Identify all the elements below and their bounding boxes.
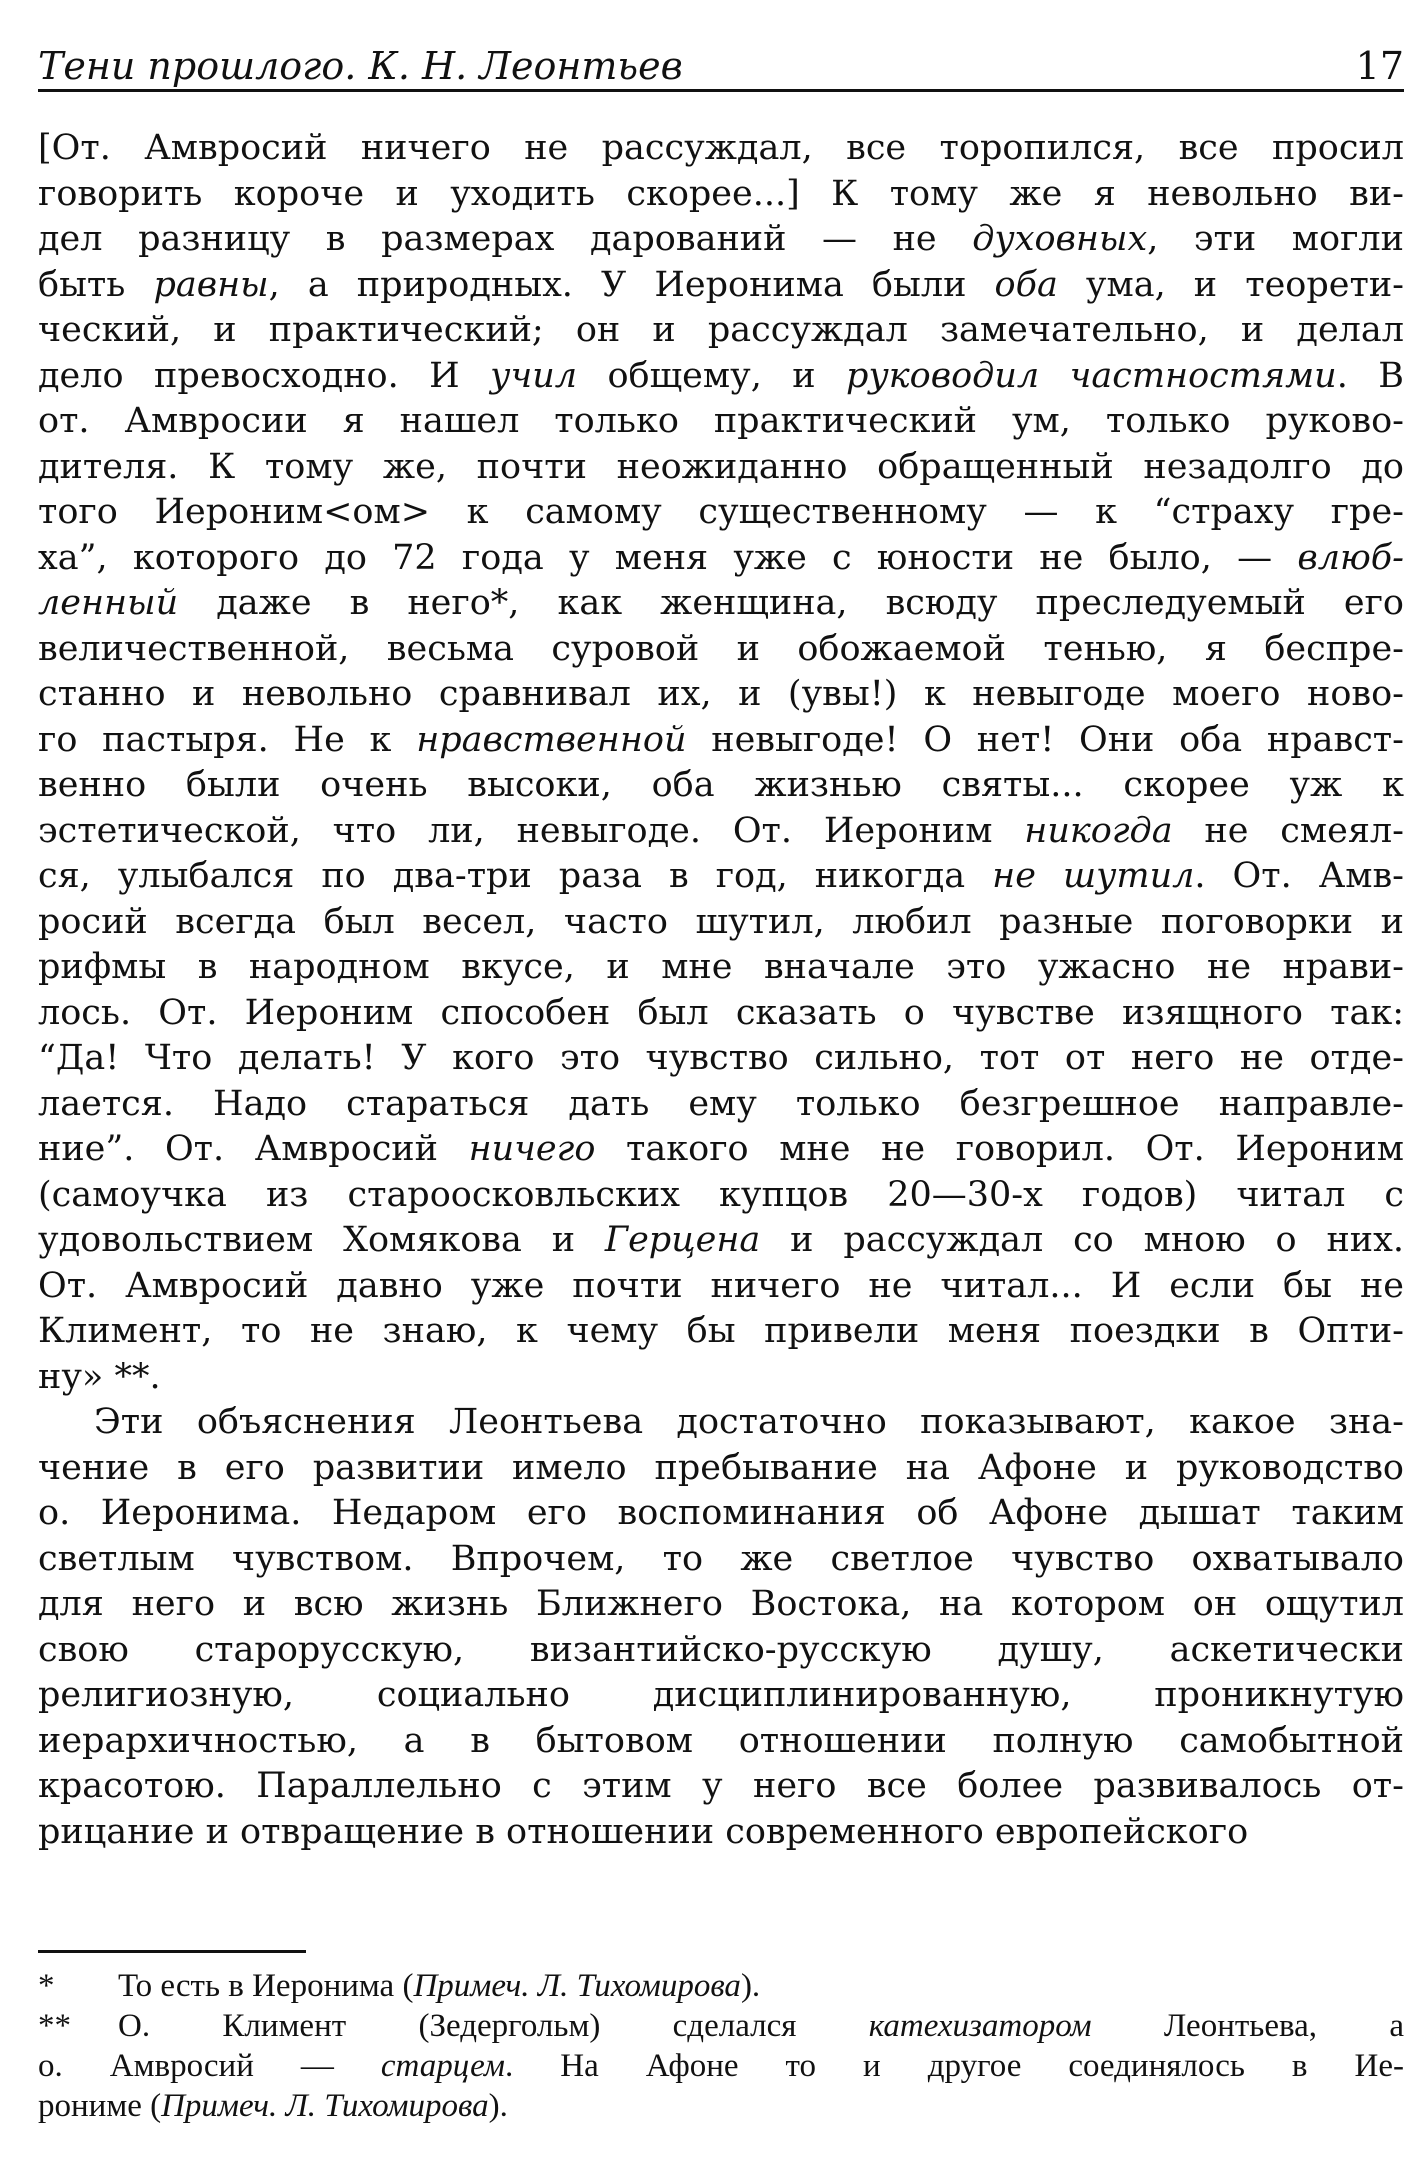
text-run: рониме (: [38, 2088, 162, 2124]
running-title: Тени прошлого. К. Н. Леонтьев: [38, 44, 683, 88]
emphasis: оба: [994, 264, 1058, 305]
text-line: [38, 991, 1404, 1037]
text-run: не смеял-: [1172, 810, 1404, 851]
text-run: То есть в Иеронима (: [118, 1968, 414, 2004]
text-run: [От. Амвросий ничего не рассуждал, все торопился, все просил: [38, 128, 1404, 168]
text-line: [38, 399, 1404, 445]
emphasis: Примеч. Л. Тихомирова: [413, 1968, 741, 2004]
text-line: [38, 945, 1404, 991]
text-line: [38, 1218, 1404, 1264]
text-run: Климент, то не знаю, к чему бы привели меня поездки в Опти-: [38, 1311, 1404, 1351]
text-line: [38, 900, 1404, 946]
text-run: ).: [488, 2088, 508, 2124]
footnotes: [38, 1966, 1404, 2126]
text-run: “Да! Что делать! У кого это чувство сильно, тот от него не отде-: [38, 1038, 1404, 1078]
text-line: [38, 1173, 1404, 1219]
text-line: [38, 1491, 1404, 1537]
emphasis: катехизатором: [868, 2008, 1092, 2044]
text-run: даже в него*, как женщина, всюду преследуемый его: [178, 583, 1404, 623]
text-line: [38, 1628, 1404, 1674]
emphasis: ничего: [468, 1129, 596, 1169]
footnote-line: [38, 2086, 1404, 2126]
text-run: о. Иеронима. Недаром его воспоминания об Афоне дышат таким: [38, 1493, 1404, 1533]
text-line: [38, 1537, 1404, 1583]
emphasis: учил: [490, 355, 578, 396]
emphasis: старцем: [380, 2048, 505, 2084]
text-run: . В: [1336, 355, 1404, 396]
text-run: иерархичностью, а в бытовом отношении полную самобытной: [38, 1720, 1404, 1761]
text-run: общему, и: [577, 355, 847, 396]
text-run: дителя. К тому же, почти неожиданно обращенный незадолго до: [38, 446, 1404, 487]
text-line: [38, 263, 1404, 309]
text-run: величественной, весьма суровой и обожаемой тенью, я беспре-: [38, 628, 1404, 669]
text-run: (самоучка из староосковльских купцов 20—30-х годов) читал с: [38, 1174, 1404, 1215]
text-run: чение в его развитии имело пребывание на Афоне и руководство: [38, 1447, 1404, 1488]
footnote-line: [38, 2006, 1404, 2046]
text-run: для него и всю жизнь Ближнего Востока, на котором он ощутил: [38, 1584, 1404, 1624]
text-run: рицание и отвращение в отношении современного европейского: [38, 1811, 1249, 1852]
text-run: от. Амвросии я нашел только практический ум, только руково-: [38, 401, 1404, 441]
text-run: ).: [740, 1968, 761, 2004]
text-line: [38, 718, 1404, 764]
footnote-rule: [38, 1950, 306, 1953]
text-line: [38, 672, 1404, 718]
text-run: быть: [38, 264, 154, 305]
text-line: [38, 1810, 1404, 1856]
footnote-line: [38, 2046, 1404, 2086]
text-run: говорить короче и уходить скорее...] К тому же я невольно ви-: [38, 173, 1404, 214]
main-text: [38, 126, 1404, 1855]
emphasis: равны: [153, 264, 269, 305]
text-line: [38, 217, 1404, 263]
text-run: лается. Надо стараться дать ему только безгрешное направле-: [38, 1083, 1404, 1124]
text-run: Эти объяснения Леонтьева достаточно показывают, какое зна-: [94, 1402, 1404, 1442]
footnote-mark: *: [38, 1968, 55, 2004]
emphasis: никогда: [1024, 810, 1173, 851]
text-run: ну» **.: [38, 1356, 161, 1397]
text-run: . На Афоне то и другое соединялось в Ие-: [505, 2048, 1405, 2084]
text-line: [38, 1719, 1404, 1765]
text-line: [38, 1673, 1404, 1719]
text-line: [38, 763, 1404, 809]
text-run: росий всегда был весел, часто шутил, любил разные поговорки и: [38, 901, 1404, 942]
text-run: ческий, и практический; он и рассуждал замечательно, и делал: [38, 310, 1404, 350]
emphasis: нравственной: [416, 719, 687, 760]
text-run: , эти могли: [1147, 219, 1404, 259]
text-run: рифмы в народном вкусе, и мне вначале это ужасно не нрави-: [38, 947, 1404, 987]
text-line: [38, 1127, 1404, 1173]
text-run: ума, и теорети-: [1057, 264, 1404, 305]
text-run: удовольствием Хомякова и: [38, 1220, 605, 1260]
text-run: светлым чувством. Впрочем, то же светлое чувство охватывало: [38, 1538, 1404, 1579]
text-line: [38, 308, 1404, 354]
emphasis: не шутил: [992, 856, 1195, 896]
text-line: [38, 536, 1404, 582]
text-run: о. Амвросий —: [38, 2048, 381, 2084]
text-line: [38, 490, 1404, 536]
emphasis: Примеч. Л. Тихомирова: [161, 2088, 489, 2124]
text-run: О. Климент (Зедергольм) сделался: [118, 2008, 869, 2044]
text-run: того Иероним<ом> к самому существенному — к “страху гре-: [38, 492, 1404, 532]
text-line: [38, 581, 1404, 627]
text-run: невыгоде! О нет! Они оба нравст-: [686, 719, 1404, 760]
text-line: [38, 809, 1404, 855]
text-run: ся, улыбался по два-три раза в год, никогда: [38, 856, 993, 896]
text-line: [38, 1036, 1404, 1082]
text-line: [38, 445, 1404, 491]
text-line: [38, 1582, 1404, 1628]
text-line: [38, 1400, 1404, 1446]
emphasis: ленный: [38, 583, 179, 623]
emphasis: духовных: [972, 219, 1148, 259]
emphasis: руководил частностями: [846, 355, 1337, 396]
text-run: , а природных. У Иеронима были: [268, 264, 995, 305]
emphasis: Герцена: [604, 1220, 761, 1260]
text-run: го пастыря. Не к: [38, 719, 417, 760]
footnote-line: [38, 1966, 1404, 2006]
footnote-mark: **: [38, 2008, 71, 2044]
text-run: ние”. От. Амвросий: [38, 1129, 469, 1169]
text-line: [38, 354, 1404, 400]
header-rule: [38, 89, 1404, 92]
text-run: эстетической, что ли, невыгоде. От. Иероним: [38, 810, 1025, 851]
text-line: [38, 172, 1404, 218]
text-line: [38, 1355, 1404, 1401]
text-line: [38, 1309, 1404, 1355]
text-run: такого мне не говорил. От. Иероним: [595, 1129, 1404, 1169]
text-line: [38, 1764, 1404, 1810]
emphasis: влюб-: [1297, 537, 1404, 578]
text-run: религиозную, социально дисциплинированную, проникнутую: [38, 1675, 1404, 1715]
text-line: [38, 627, 1404, 673]
text-run: свою старорусскую, византийско-русскую душу, аскетически: [38, 1629, 1404, 1670]
text-run: ха”, которого до 72 года у меня уже с юности не было, —: [38, 537, 1298, 578]
text-line: [38, 1082, 1404, 1128]
text-run: От. Амвросий давно уже почти ничего не читал... И если бы не: [38, 1265, 1404, 1306]
text-line: [38, 1264, 1404, 1310]
text-line: [38, 1446, 1404, 1492]
text-run: красотою. Параллельно с этим у него все более развивалось от-: [38, 1766, 1404, 1806]
text-run: венно были очень высоки, оба жизнью святы... скорее уж к: [38, 765, 1404, 805]
page-number: 17: [1355, 44, 1404, 88]
text-run: дел разницу в размерах дарований — не: [38, 219, 973, 259]
text-run: лось. От. Иероним способен был сказать о чувстве изящного так:: [38, 992, 1404, 1033]
text-run: станно и невольно сравнивал их, и (увы!) к невыгоде моего ново-: [38, 674, 1404, 714]
text-run: дело превосходно. И: [38, 355, 491, 396]
text-run: Леонтьева, а: [1091, 2008, 1404, 2044]
text-run: . От. Амв-: [1194, 856, 1404, 896]
page-header: [38, 44, 1404, 92]
text-run: и рассуждал со мною о них.: [760, 1220, 1405, 1260]
text-line: [38, 854, 1404, 900]
text-line: [38, 126, 1404, 172]
